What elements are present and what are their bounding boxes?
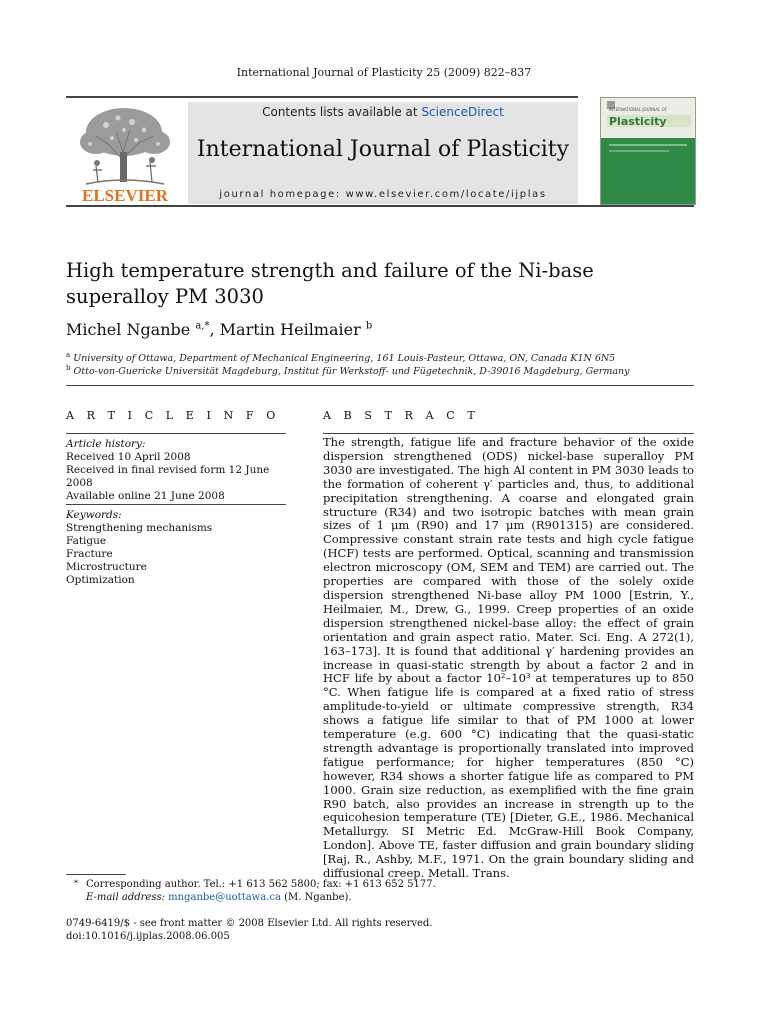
abstract-heading: A B S T R A C T <box>323 409 480 422</box>
elsevier-wordmark: ELSEVIER <box>82 186 168 205</box>
contents-availability <box>188 105 578 119</box>
cover-heading: INTERNATIONAL JOURNAL OF <box>609 107 668 112</box>
keyword: Microstructure <box>66 561 147 573</box>
affiliation-b <box>66 364 630 377</box>
elsevier-tree-icon <box>66 100 184 205</box>
email-note <box>66 892 352 903</box>
contents-prefix: Contents lists available at <box>262 105 422 119</box>
affiliation-text: University of Ottawa, Department of Mechanical Engineering, 161 Louis-Pasteur, Ottawa, ON, Canada K1N 6N5 <box>73 353 616 365</box>
author-name[interactable]: Michel Nganbe <box>66 320 191 339</box>
doi-line[interactable]: doi:10.1016/j.ijplas.2008.06.005 <box>66 931 230 942</box>
affiliation-text: Otto-von-Guericke Universität Magdeburg, Institut für Werkstoff- und Fügetechnik, D-39016 Magdeburg, Germany <box>73 366 630 378</box>
journal-homepage <box>188 189 578 200</box>
affiliation-mark: b <box>66 364 71 372</box>
article-history <box>66 438 291 503</box>
sciencedirect-link[interactable]: ScienceDirect <box>421 105 504 119</box>
journal-cover-image <box>600 97 696 205</box>
history-item: Received in final revised form 12 June 2008 <box>66 464 270 489</box>
author-name[interactable]: Martin Heilmaier <box>219 320 361 339</box>
section-rule <box>66 385 694 386</box>
keyword: Strengthening mechanisms <box>66 522 213 534</box>
header-top-rule <box>66 96 578 98</box>
copyright-line: 0749-6419/$ - see front matter © 2008 Elsevier Ltd. All rights reserved. <box>66 918 433 929</box>
cover-title: Plasticity <box>609 115 667 128</box>
elsevier-logo <box>66 100 184 205</box>
header-bottom-rule <box>66 205 694 207</box>
affiliation-mark: a <box>66 351 71 359</box>
article-info-rule <box>66 433 286 434</box>
homepage-link[interactable]: www.elsevier.com/locate/ijplas <box>345 189 547 200</box>
abstract-text: The strength, fatigue life and fracture behavior of the oxide dispersion strengthened (ODS) nickel-base superalloy PM 3030 are investigated. The high Al content in PM 3030 leads to the formation of coherent γ′ particles and, thus, to additional precipitation strengthening. A coarse and elongated grain structure (R34) and two isotropic batches with mean grain sizes of 1 μm (R90) and 17 μm (R901315) are considered. Compressive constant strain rate tests and high cycle fatigue (HCF) tests are performed. Optical, scanning and transmission electron microscopy (OM, SEM and TEM) are carried out. The properties are compared with those of the solely oxide dispersion strengthened Ni-base alloy PM 1000 [Estrin, Y., Heilmaier, M., Drew, G., 1999. Creep properties of an oxide dispersion strengthened nickel-base alloy: the effect of grain orientation and grain aspect ratio. Mater. Sci. Eng. A 272(1), 163–173]. It is found that additional γ′ hardening provides an increase in quasi-static strength by about a factor 2 and in HCF life by about a factor 10²–10³ at temperatures up to 850 °C. When fatigue life is compared at a fixed ratio of stress amplitude-to-yield or ultimate compressive strength, R34 shows a fatigue life similar to that of PM 1000 at lower temperature (e.g. 600 °C) indicating that the quasi-static strength advantage is proportionally translated into improved fatigue performance; for higher temperatures (850 °C) however, R34 shows a shorter fatigue life as compared to PM 1000. Grain size reduction, as exemplified with the fine grain R90 batch, also provides an increase in strength up to the equicohesion temperature (TE) [Dieter, G.E., 1986. Mechanical Metallurgy. SI Metric Ed. McGraw-Hill Book Company, London]. Above TE, faster diffusion and grain boundary sliding [Raj, R., Ashby, M.F., 1971. On the grain boundary sliding and diffusional creep. Metall. Trans. <box>323 435 694 881</box>
email-link[interactable]: mnganbe@uottawa.ca <box>168 892 281 903</box>
abstract-rule <box>323 433 694 434</box>
article-info-heading: A R T I C L E I N F O <box>66 409 280 422</box>
homepage-label: journal homepage: <box>219 189 346 200</box>
abstract-body <box>323 436 694 881</box>
paper-title: High temperature strength and failure of the Ni-base superalloy PM 3030 <box>66 259 594 308</box>
journal-title: International Journal of Plasticity <box>196 137 570 162</box>
affiliation-a <box>66 351 615 364</box>
corresponding-text: Corresponding author. Tel.: +1 613 562 5800; fax: +1 613 652 5177. <box>86 879 436 890</box>
keyword: Optimization <box>66 574 135 586</box>
keywords-label: Keywords: <box>66 509 122 521</box>
keyword: Fracture <box>66 548 113 560</box>
keyword: Fatigue <box>66 535 107 547</box>
footnote-mark: * <box>74 879 78 888</box>
author-marks: b <box>365 320 373 332</box>
email-suffix: (M. Nganbe). <box>280 892 352 903</box>
keywords-block <box>66 509 291 587</box>
journal-citation-line: International Journal of Plasticity 25 (2009) 822–837 <box>236 66 532 79</box>
author-marks: a,* <box>195 320 210 332</box>
email-label: E-mail address: <box>86 892 165 903</box>
corresponding-author-note <box>66 879 436 890</box>
history-label: Article history: <box>66 438 146 450</box>
history-item: Received 10 April 2008 <box>66 451 191 463</box>
footnote-rule <box>66 874 126 875</box>
author-list: Michel Nganbe $^{a,*}$, Martin Heilmaier $^b$ <box>66 320 373 339</box>
keywords-rule <box>66 504 286 505</box>
journal-cover-icon <box>601 98 695 204</box>
history-item: Available online 21 June 2008 <box>66 490 225 502</box>
